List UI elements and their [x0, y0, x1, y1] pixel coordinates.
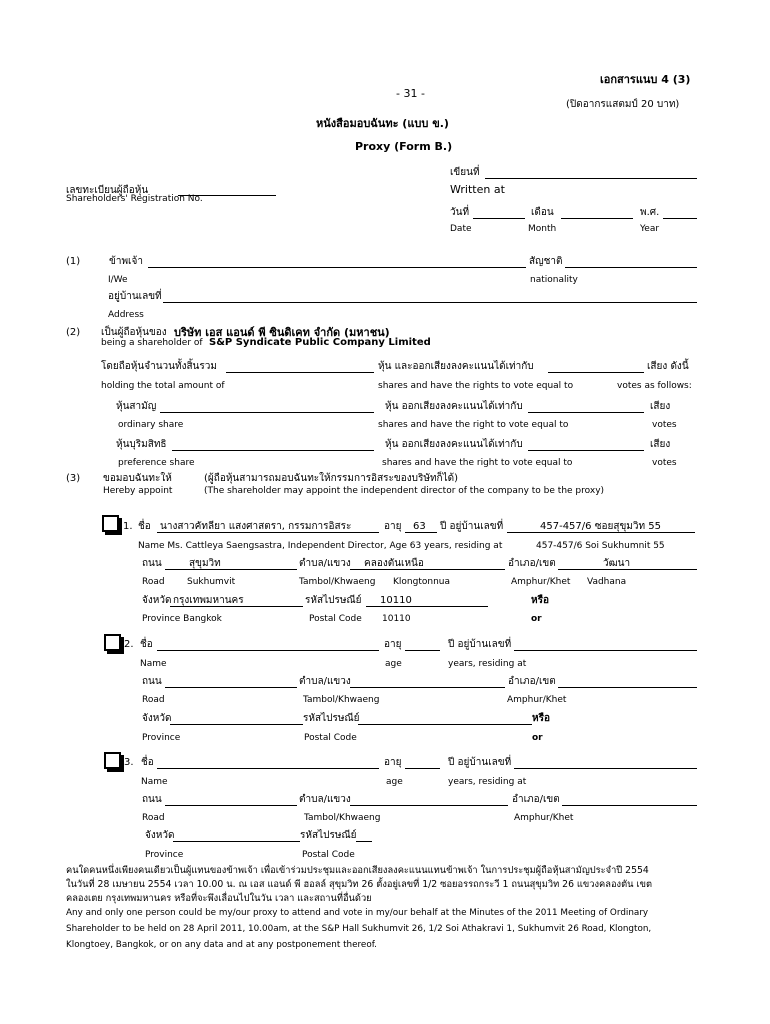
footer-en-line-2: Shareholder to be held on 28 April 2011, 10.00am, at the S&P Hall Sukhumvit 26, 1/2 Soi Athakravi 1, Sukhumvit 26 Road, Klongton, — [66, 924, 652, 934]
proxy-1-postal-value: 10110 — [380, 595, 412, 606]
proxy-1-house-value: 457-457/6 ซอยสุขุมวิท 55 — [540, 521, 661, 532]
proxy-1-road-field[interactable] — [165, 569, 297, 570]
company-name-en: S&P Syndicate Public Company Limited — [209, 337, 431, 348]
ordinary-label-en: ordinary share — [118, 420, 184, 430]
total-votes-field[interactable] — [548, 372, 644, 373]
month-field[interactable] — [561, 218, 633, 219]
proxy-1-amphur-label-th: อำเภอ/เขต — [508, 558, 556, 569]
proxy-1-line-en: Name Ms. Cattleya Saengsastra, Independent Director, Age 63 years, residing at — [138, 541, 503, 551]
proxy-2-amphur-en: Amphur/Khet — [507, 695, 567, 705]
appoint-label-th: ขอมอบฉันทะให้ — [103, 473, 172, 484]
proxy-3-age-label-th: อายุ — [384, 757, 402, 768]
proxy-3-tambol-en: Tambol/Khwaeng — [304, 813, 381, 823]
proxy-1-tambol-label-en: Tambol/Khwaeng — [299, 577, 376, 587]
footer-th-line-3: คลองเตย กรุงเทพมหานคร หรือที่จะพึงเลื่อนไปในวัน เวลา และสถานที่อื่นด้วย — [66, 893, 372, 904]
form-title-en: Proxy (Form B.) — [355, 140, 453, 153]
address-field[interactable] — [163, 302, 697, 303]
date-label-en: Date — [450, 224, 472, 234]
proxy-2-road-en: Road — [142, 695, 165, 705]
proxy-2-age-label-th: อายุ — [384, 639, 402, 650]
proxy-1-or-th: หรือ — [531, 595, 549, 606]
proxy-2-checkbox[interactable] — [104, 634, 121, 651]
proxy-3-postal-label-th: รหัสไปรษณีย์ — [300, 830, 357, 841]
proxy-1-age-value: 63 — [413, 521, 426, 532]
proxy-1-amphur-value: วัฒนา — [603, 558, 631, 569]
proxy-2-postal-field[interactable] — [358, 724, 532, 725]
proxy-1-road-value: สุขุมวิท — [189, 558, 221, 569]
proxy-3-postal-field[interactable] — [356, 841, 372, 842]
proxy-3-name-field[interactable] — [157, 768, 379, 769]
page-number: - 31 - — [396, 87, 425, 100]
reg-no-label-en: Shareholders' Registration No. — [66, 194, 203, 204]
proxy-1-house-en: 457-457/6 Soi Sukhumnit 55 — [536, 541, 665, 551]
proxy-2-province-label-th: จังหวัด — [142, 713, 172, 724]
preference-votes-label-en: shares and have the right to vote equal to — [382, 458, 573, 468]
proxy-1-age-label-th: อายุ — [384, 521, 402, 532]
proxy-1-name-value: นางสาวคัทลียา แสงศาสตรา, กรรมการอิสระ — [160, 521, 352, 532]
proxy-2-tambol-label-th: ตำบล/แขวง — [299, 676, 351, 687]
proxy-1-postal-label-en: Postal Code — [309, 614, 362, 624]
proxy-3-checkbox[interactable] — [104, 752, 121, 769]
month-label-th: เดือน — [531, 207, 554, 218]
proxy-3-house-en: years, residing at — [448, 777, 527, 787]
proxy-1-road-label-th: ถนน — [142, 558, 162, 569]
iwe-label-th: ข้าพเจ้า — [109, 256, 143, 267]
total-shares-label-en: holding the total amount of — [101, 381, 225, 391]
proxy-2-house-label-th: ปี อยู่บ้านเลขที่ — [448, 639, 512, 650]
date-label-th: วันที่ — [450, 207, 470, 218]
total-votes-label-en: shares and have the rights to vote equal to — [378, 381, 574, 391]
proxy-3-name-en: Name — [141, 777, 168, 787]
total-shares-label-th: โดยถือหุ้นจำนวนทั้งสิ้นรวม — [101, 361, 217, 372]
proxy-1-road-value-en: Sukhumvit — [187, 577, 236, 587]
proxy-2-or-en: or — [532, 733, 543, 743]
section-3-number: (3) — [66, 473, 81, 484]
proxy-1-province-en: Province Bangkok — [142, 614, 222, 624]
footer-th-line-1: คนใดคนหนึ่งเพียงคนเดียวเป็นผู้แทนของข้าพเจ้า เพื่อเข้าร่วมประชุมและออกเสียงลงคะแนนแทนข้าพเจ้า ในการประชุมผู้ถือหุ้นสามัญประจำปี 2554 — [66, 865, 649, 876]
address-label-en: Address — [108, 310, 144, 320]
preference-votes-label-th: หุ้น ออกเสียงลงคะแนนได้เท่ากับ — [385, 439, 523, 450]
ordinary-votes-unit-th: เสียง — [650, 401, 671, 412]
proxy-3-road-en: Road — [142, 813, 165, 823]
proxy-1-tambol-value-en: Klongtonnua — [393, 577, 450, 587]
reg-no-label-th: เลขทะเบียนผู้ถือหุ้น — [66, 185, 149, 196]
stamp-note: (ปิดอากรแสตมป์ 20 บาท) — [566, 99, 680, 110]
proxy-1-amphur-value-en: Vadhana — [587, 577, 627, 587]
proxy-1-tambol-label-th: ตำบล/แขวง — [299, 558, 351, 569]
proxy-1-postal-field[interactable] — [366, 606, 488, 607]
form-title-th: หนังสือมอบฉันทะ (แบบ ข.) — [316, 117, 449, 130]
proxy-1-province-label-th: จังหวัด — [142, 595, 172, 606]
shareholder-label-en: being a shareholder of — [101, 338, 203, 348]
iwe-label-en: I/We — [108, 275, 128, 285]
proxy-2-or-th: หรือ — [532, 713, 550, 724]
proxy-3-province-label-th: จังหวัด — [145, 830, 175, 841]
year-field[interactable] — [663, 218, 697, 219]
proxy-3-name-label-th: ชื่อ — [141, 757, 154, 768]
proxy-3-tambol-field[interactable] — [350, 805, 508, 806]
footer-en-line-1: Any and only one person could be my/our proxy to attend and vote in my/our behalf at the Minutes of the 2011 Meeting of Ordinary — [66, 908, 649, 918]
proxy-2-age-en: age — [385, 659, 402, 669]
proxy-2-postal-en: Postal Code — [304, 733, 357, 743]
proxy-1-tambol-field[interactable] — [350, 569, 505, 570]
ordinary-votes-label-th: หุ้น ออกเสียงลงคะแนนได้เท่ากับ — [385, 401, 523, 412]
ordinary-votes-unit-en: votes — [652, 420, 677, 430]
proxy-1-tambol-value: คลองตันเหนือ — [364, 558, 424, 569]
shareholder-label-th: เป็นผู้ถือหุ้นของ — [101, 327, 167, 338]
proxy-2-province-en: Province — [142, 733, 181, 743]
proxy-1-or-en: or — [531, 614, 542, 624]
proxy-3-amphur-field[interactable] — [562, 805, 697, 806]
proxy-1-name-label-th: ชื่อ — [138, 521, 151, 532]
proxy-1-road-label-en: Road — [142, 577, 165, 587]
proxy-2-tambol-field[interactable] — [350, 687, 505, 688]
attachment-label: เอกสารแนบ 4 (3) — [600, 73, 691, 86]
proxy-1-checkbox[interactable] — [102, 515, 119, 532]
proxy-3-age-field[interactable] — [405, 768, 440, 769]
section-1-number: (1) — [66, 256, 81, 267]
date-field[interactable] — [473, 218, 525, 219]
company-name-th: บริษัท เอส แอนด์ พี ซินดิเคท จำกัด (มหาชน) — [174, 326, 390, 339]
proxy-1-province-value: กรุงเทพมหานคร — [173, 595, 244, 606]
total-shares-field[interactable] — [226, 372, 374, 373]
proxy-3-province-en: Province — [145, 850, 184, 860]
ordinary-shares-field[interactable] — [160, 412, 374, 413]
month-label-en: Month — [528, 224, 557, 234]
proxy-1-amphur-field[interactable] — [558, 569, 697, 570]
preference-votes-field[interactable] — [528, 450, 644, 451]
proxy-3-province-field[interactable] — [173, 841, 300, 842]
proxy-3-age-en: age — [386, 777, 403, 787]
preference-votes-unit-en: votes — [652, 458, 677, 468]
preference-shares-field[interactable] — [172, 450, 374, 451]
ordinary-votes-field[interactable] — [528, 412, 644, 413]
proxy-1-number: 1. — [123, 521, 133, 532]
year-label-th: พ.ศ. — [640, 207, 660, 218]
footer-th-line-2: ในวันที่ 28 เมษายน 2554 เวลา 10.00 น. ณ เอส แอนด์ พี ฮอลล์ สุขุมวิท 26 ตั้งอยู่เลขที่ 1/2 ซอยอรรถกระวี 1 ถนนสุขุมวิท 26 แขวงคลองตัน เขต — [66, 879, 652, 890]
proxy-3-tambol-label-th: ตำบล/แขวง — [299, 794, 351, 805]
preference-label-th: หุ้นบุริมสิทธิ — [116, 439, 167, 450]
proxy-1-age-field[interactable] — [405, 532, 437, 533]
written-at-label-en: Written at — [450, 183, 505, 196]
address-label-th: อยู่บ้านเลขที่ — [108, 291, 162, 302]
votes-follows-label-th: เสียง ดังนี้ — [647, 361, 689, 372]
proxy-2-amphur-label-th: อำเภอ/เขต — [508, 676, 556, 687]
proxy-3-road-field[interactable] — [165, 805, 297, 806]
proxy-3-postal-en: Postal Code — [302, 850, 355, 860]
appoint-label-en: Hereby appoint — [103, 486, 173, 496]
proxy-1-house-label-th: ปี อยู่บ้านเลขที่ — [440, 521, 504, 532]
proxy-2-house-field[interactable] — [514, 650, 697, 651]
written-at-field[interactable] — [485, 178, 697, 179]
nationality-label-en: nationality — [530, 275, 578, 285]
proxy-3-house-label-th: ปี อยู่บ้านเลขที่ — [448, 757, 512, 768]
proxy-3-number: 3. — [124, 757, 134, 768]
nationality-field[interactable] — [565, 267, 697, 268]
total-votes-label-th: หุ้น และออกเสียงลงคะแนนได้เท่ากับ — [378, 361, 534, 372]
appoint-note-en: (The shareholder may appoint the independent director of the company to be the proxy) — [204, 486, 605, 496]
year-label-en: Year — [640, 224, 660, 234]
proxy-2-road-field[interactable] — [165, 687, 297, 688]
section-2-number: (2) — [66, 327, 81, 338]
proxy-2-name-en: Name — [140, 659, 167, 669]
written-at-label-th: เขียนที่ — [450, 167, 480, 178]
proxy-2-number: 2. — [124, 639, 134, 650]
proxy-3-amphur-en: Amphur/Khet — [514, 813, 574, 823]
proxy-2-postal-label-th: รหัสไปรษณีย์ — [303, 713, 360, 724]
proxy-2-name-field[interactable] — [157, 650, 379, 651]
proxy-1-province-field[interactable] — [170, 606, 303, 607]
proxy-2-amphur-field[interactable] — [558, 687, 697, 688]
proxy-1-house-field[interactable] — [507, 532, 695, 533]
preference-votes-unit-th: เสียง — [650, 439, 671, 450]
proxy-1-name-field[interactable] — [157, 532, 379, 533]
proxy-3-house-field[interactable] — [514, 768, 697, 769]
proxy-2-house-en: years, residing at — [448, 659, 527, 669]
ordinary-votes-label-en: shares and have the right to vote equal to — [378, 420, 569, 430]
ordinary-label-th: หุ้นสามัญ — [116, 401, 157, 412]
proxy-1-postal-value-en: 10110 — [382, 614, 411, 624]
proxy-3-road-label-th: ถนน — [142, 794, 162, 805]
proxy-1-postal-label-th: รหัสไปรษณีย์ — [305, 595, 362, 606]
preference-label-en: preference share — [118, 458, 195, 468]
name-field[interactable] — [148, 267, 526, 268]
footer-en-line-3: Klongtoey, Bangkok, or on any data and at any postponement thereof. — [66, 940, 377, 950]
proxy-1-amphur-label-en: Amphur/Khet — [511, 577, 571, 587]
nationality-label-th: สัญชาติ — [529, 256, 563, 267]
proxy-2-name-label-th: ชื่อ — [140, 639, 153, 650]
appoint-note-th: (ผู้ถือหุ้นสามารถมอบฉันทะให้กรรมการอิสระของบริษัทก็ได้) — [204, 473, 459, 484]
proxy-2-tambol-en: Tambol/Khwaeng — [303, 695, 380, 705]
proxy-2-road-label-th: ถนน — [142, 676, 162, 687]
votes-follows-label-en: votes as follows: — [617, 381, 692, 391]
proxy-2-province-field[interactable] — [170, 724, 303, 725]
proxy-2-age-field[interactable] — [405, 650, 440, 651]
proxy-3-amphur-label-th: อำเภอ/เขต — [512, 794, 560, 805]
